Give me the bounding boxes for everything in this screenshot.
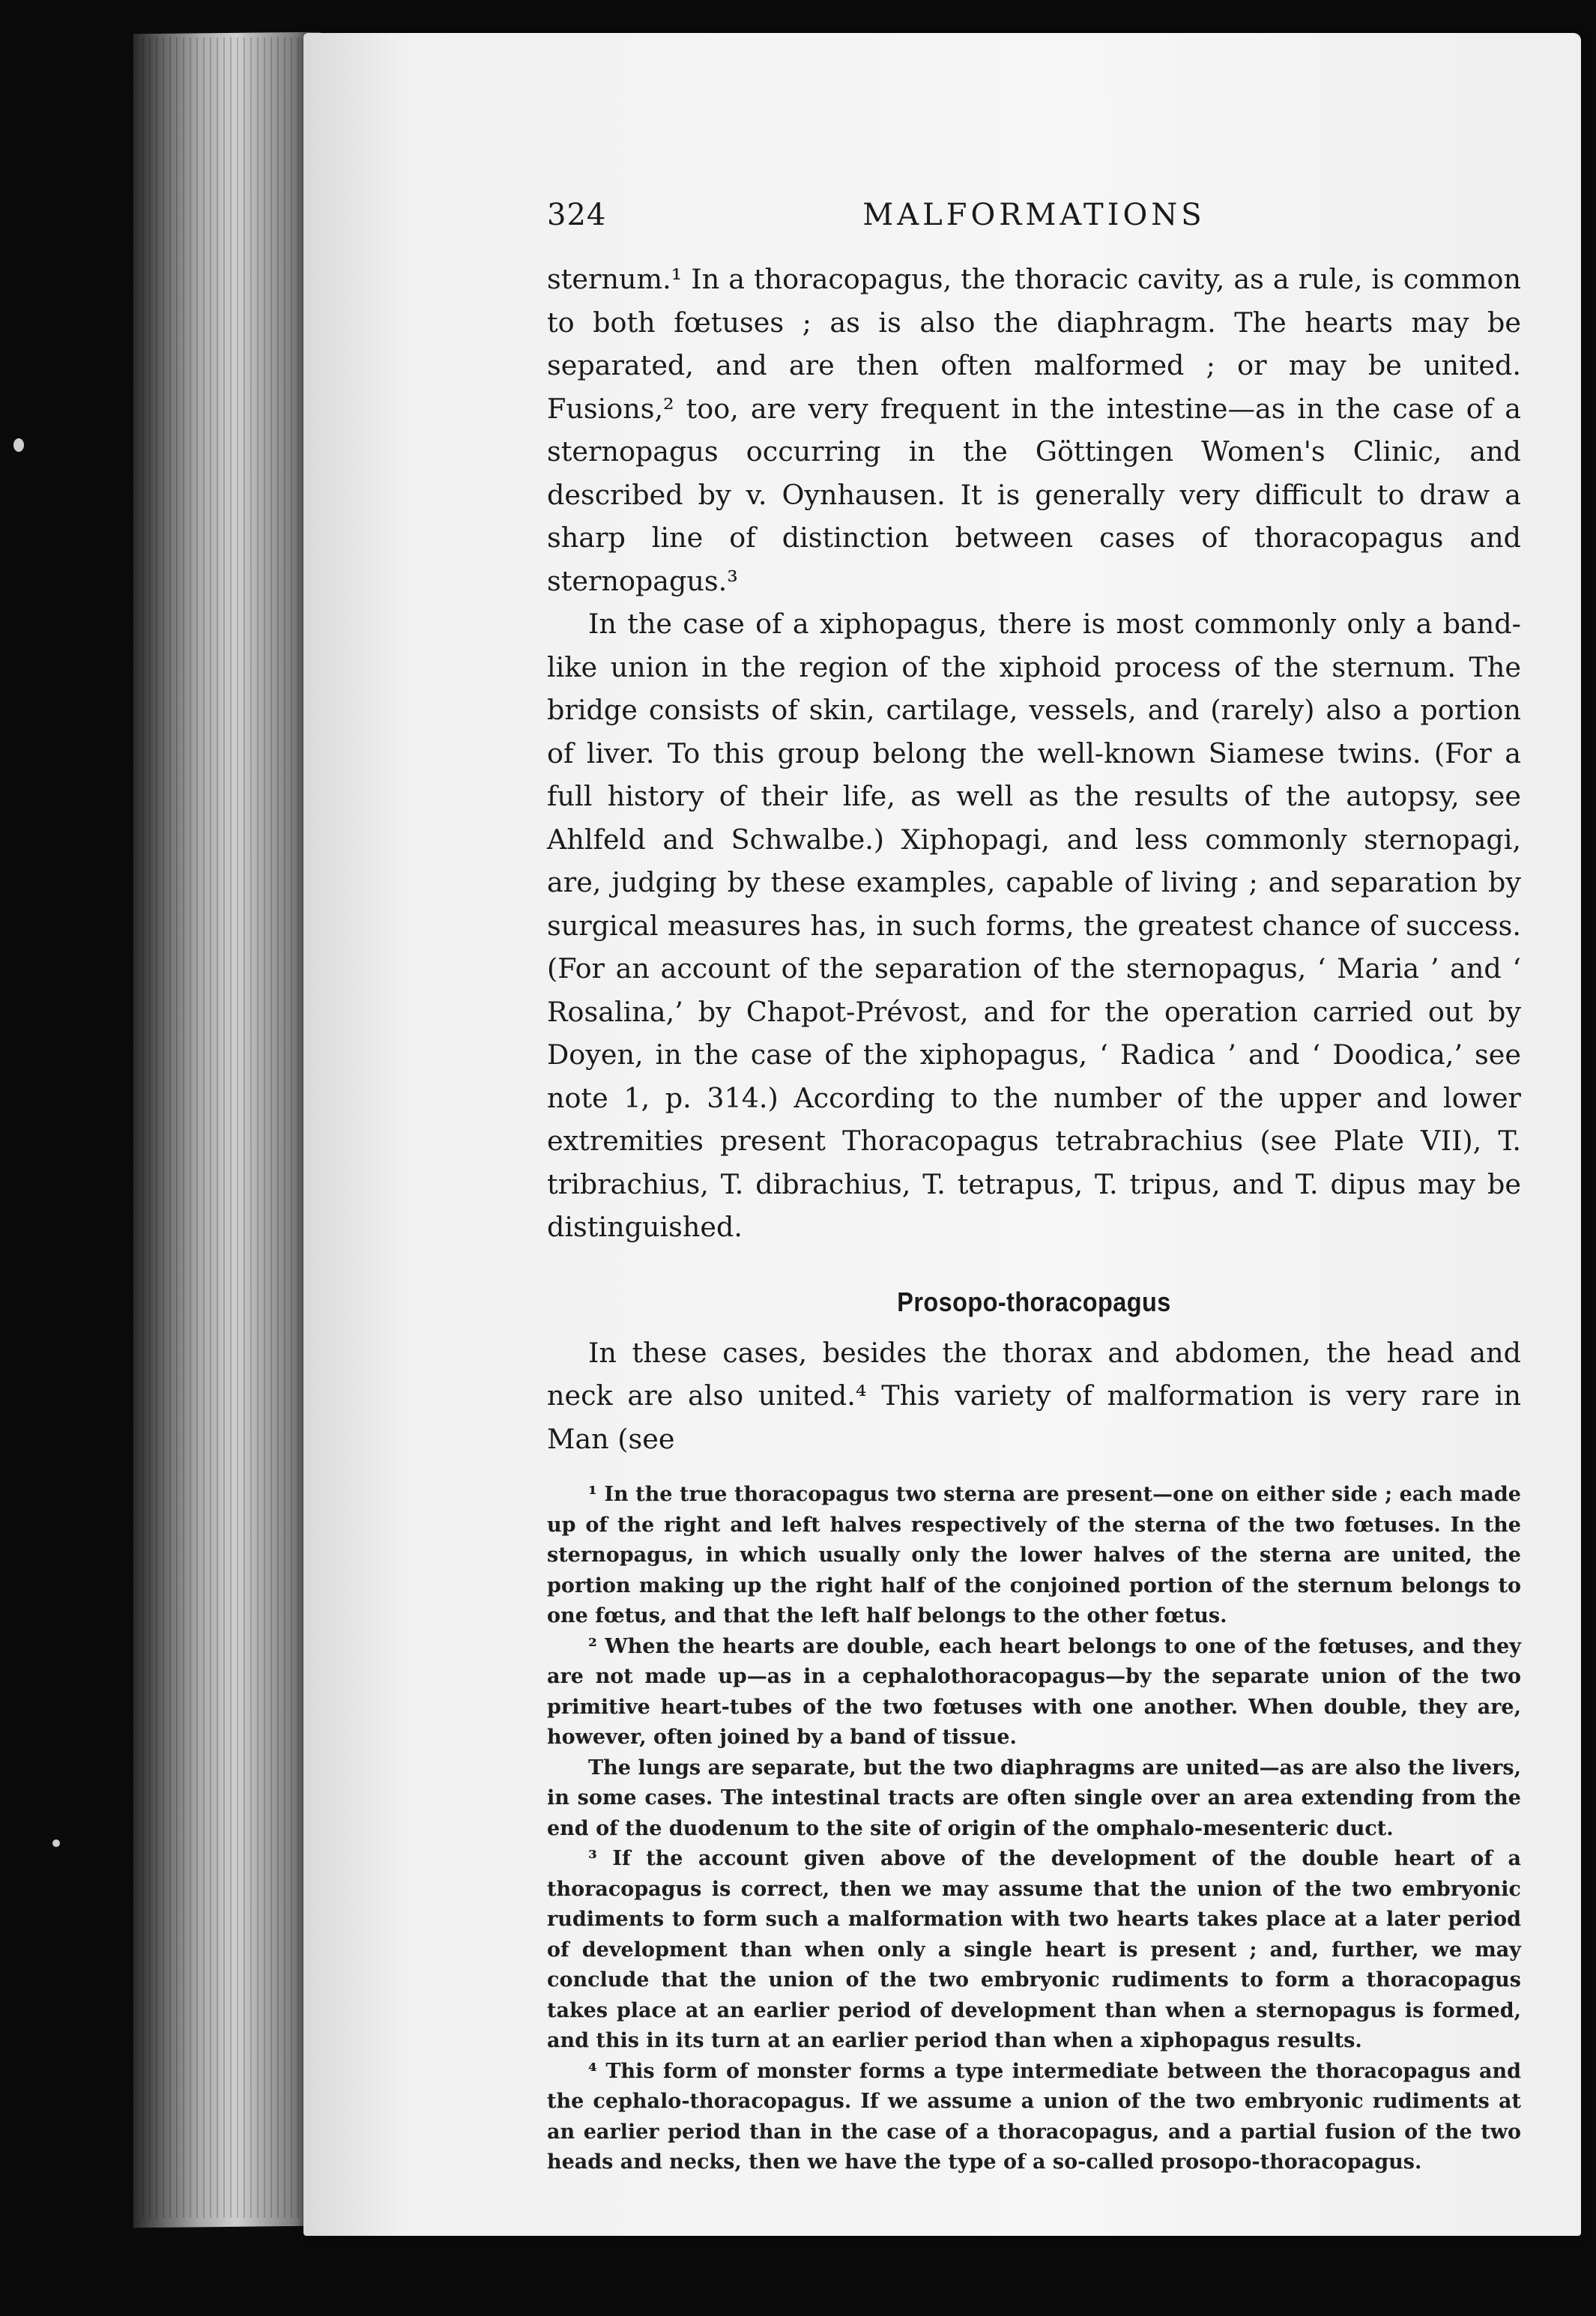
page-number: 324 (547, 198, 607, 232)
page-text-block (547, 198, 1521, 2178)
running-title: MALFORMATIONS (862, 198, 1206, 232)
footnote-4: ⁴ This form of monster forms a type intermediate between the thoracopagus and the cephalo-thoracopagus. If we assume a union of the two embryonic rudiments at an earlier period than in the case of a thoracopagus, and a partial fusion of the two heads and necks, then we have the type of a so-called prosopo-thoracopagus. (547, 2059, 1521, 2174)
paragraph-thoracopagus: sternum.¹ In a thoracopagus, the thoracic cavity, as a rule, is common to both fœtuses ; as is also the diaphragm. The hearts may be separated, and are then often malformed ; or may be united. Fusions,² too, are very frequent in the intestine—as in the case of a sternopagus occurring in the Göttingen Women's Clinic, and described by v. Oynhausen. It is generally very difficult to draw a sharp line of distinction between cases of thoracopagus and sternopagus.³ (547, 263, 1521, 597)
paragraph-xiphopagus: In the case of a xiphopagus, there is most commonly only a band-like union in the region of the xiphoid process of the sternum. The bridge consists of skin, cartilage, vessels, and (rarely) also a portion of liver. To this group belong the well-known Siamese twins. (For a full history of their life, as well as the results of the autopsy, see Ahlfeld and Schwalbe.) Xiphopagi, and less commonly sternopagi, are, judging by these examples, capable of living ; and separation by surgical measures has, in such forms, the greatest chance of success. (For an account of the separation of the sternopagus, ‘ Maria ’ and ‘ Rosalina,’ by Chapot-Prévost, and for the operation carried out by Doyen, in the case of the xiphopagus, ‘ Radica ’ and ‘ Doodica,’ see note 1, p. 314.) According to the number of the upper and lower extremities present Thoracopagus tetrabrachius (see Plate VII), T. tribrachius, T. dibrachius, T. tetrapus, T. tripus, and T. dipus may be distinguished. (547, 608, 1521, 1243)
dust-speck (52, 1839, 60, 1847)
footnote-2: ² When the hearts are double, each heart belongs to one of the fœtuses, and they are not made up—as in a cephalothoracopagus—by the separate union of the two primitive heart-tubes of the two fœtuses with one another. When double, they are, however, often joined by a band of tissue. (547, 1634, 1521, 1749)
footnote-1: ¹ In the true thoracopagus two sterna are present—one on either side ; each made up of the right and left halves respectively of the sterna of the two fœtuses. In the sternopagus, in which usually only the lower halves of the sterna are united, the portion making up the right half of the conjoined portion of the sternum belongs to one fœtus, and that the left half belongs to the other fœtus. (547, 1483, 1521, 1627)
page-edges (142, 37, 300, 2218)
section-heading: Prosopo-thoracopagus (897, 1286, 1171, 1317)
paragraph-prosopo-thoracopagus: In these cases, besides the thorax and abdomen, the head and neck are also united.⁴ This variety of malformation is very rare in Man (see (547, 1336, 1521, 1455)
footnote-2-continued: The lungs are separate, but the two diaphragms are united—as are also the livers, in some cases. The intestinal tracts are often single over an area extending from the end of the duodenum to the site of origin of the omphalo-mesenteric duct. (547, 1756, 1521, 1840)
footnotes (547, 1480, 1521, 2178)
book-page (303, 33, 1581, 2236)
dust-speck (13, 438, 24, 452)
footnote-3: ³ If the account given above of the development of the double heart of a thoracopagus is correct, then we may assume that the union of the two embryonic rudiments to form such a malformation with two hearts takes place at a later period of development than when only a single heart is present ; and, further, we may conclude that the union of the two embryonic rudiments to form a thoracopagus takes place at an earlier period of development than when a sternopagus is formed, and this in its turn at an earlier period than when a xiphopagus results. (547, 1847, 1521, 2052)
running-head (547, 198, 1521, 258)
